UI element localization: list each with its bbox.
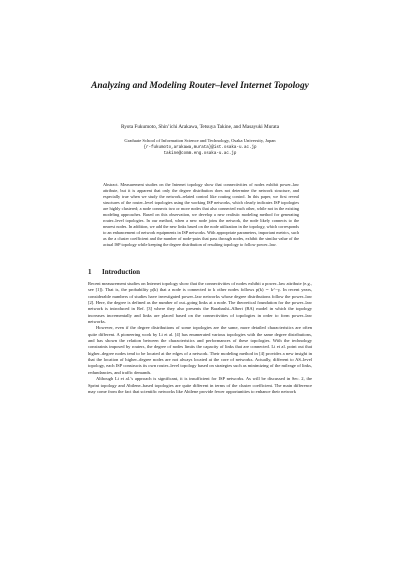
- section-title: Introduction: [102, 268, 140, 276]
- paragraph: Recent measurement studies on Internet topology show that the connectivities of nodes exhibit a power–law attribute (e.g., see [1]). That is, the probability p(k) that a node is connected to k other nodes follows p(k) ∼ k^−γ. In recent years, considerable numbers of studies have investigated power–law networks whose degree distributions follow the power–law [2]. Here, the degree is defined as the number of out–going links at a node. The theoretical foundation for the power–law network is introduced in Ref. [3] where they also presents the Barabashi–Albert (BA) model in which the topology increases incrementally and links are placed based on the connectivities of topologies in order to form power–law networks.: [88, 281, 312, 325]
- author-list: Ryota Fukumoto, Shin’ichi Arakawa, Tetsuya Takine, and Masayuki Murata: [120, 124, 280, 130]
- email-addresses: [60, 145, 340, 157]
- email-line-2: takine@comm.eng.osaka-u.ac.jp: [163, 151, 237, 156]
- abstract: [103, 182, 299, 248]
- email-line-1: {r-fukumoto,arakawa,murata}@ist.osaka-u.ac.jp: [143, 145, 257, 150]
- abstract-label: Abstract.: [103, 182, 119, 187]
- abstract-text: Measurement studies on the Internet topology show that connectivities of nodes exhibit power–law attribute, but it is apparent that only the degree distribution does not determine the network structure, and especially true when we study the network–related control like routing control. In this paper, we first reveal structures of the router–level topologies using the working ISP networks, which clearly indicates ISP topologies are highly clustered; a node connects two or more nodes that also connected each other, while not in the existing modeling approaches. Based on this observation, we develop a new realistic modeling method for generating router–level topologies. In our method, when a new node joins the network, the node likely connects to the nearest nodes. In addition, we add the new links based on the node utilization in the topology, which corresponds to an enhancement of network equipments in ISP networks. With appropriate parameters, important metrics, such as the a cluster coefficient and the number of node-pairs that pass through nodes, exhibit the similar value of the actual ISP topology while keeping the degree distribution of resulting topology to follow power–law.: [103, 182, 300, 247]
- paper-title: Analyzing and Modeling Router–level Internet Topology: [91, 81, 309, 91]
- section-number: 1: [88, 268, 92, 276]
- affiliation: Graduate School of Information Science and Technology, Osaka University, Japan: [124, 138, 276, 143]
- section-body: [88, 281, 312, 395]
- paragraph: Although Li et al.’s approach is significant, it is insufficient for ISP networks. As will be discussed in Sec. 2, the Sprint topology and Abilene–based topologies are quite different in terms of the cluster coefficient. The main difference may come from the fact that scientific networks like Abilene provide fewer opportunities to enhance their network: [88, 376, 312, 394]
- section-heading: [88, 268, 140, 277]
- paragraph: However, even if the degree distributions of some topologies are the same, more detailed characteristics are often quite different. A pioneering work by Li et al. [4] has enumerated various topologies with the same degree distributions, and has shown the relation between the characteristics and performances of these topologies. With the technology constraints imposed by routers, the degree of nodes limits the capacity of links that are connected. Li et al. point out that higher–degree nodes tend to be located at the edges of a network. Their modeling method in [4] provides a new insight in that the location of higher–degree nodes are not always located at the core of networks. Actually, different to AS–level topology, each ISP constructs its own router–level topology based on strategies such as minimizing of the mileage of links, redundancies, and traffic demands.: [88, 325, 312, 375]
